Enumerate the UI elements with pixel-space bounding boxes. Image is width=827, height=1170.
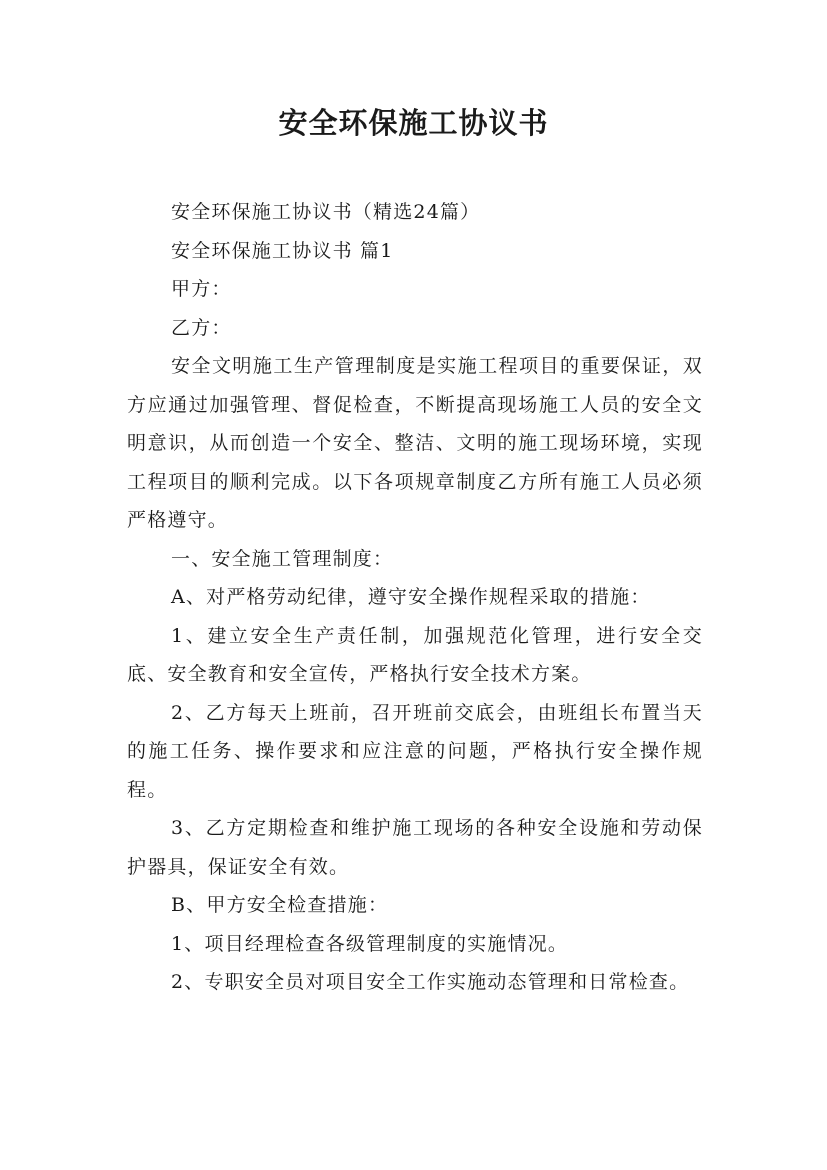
paragraph-subtitle: 安全环保施工协议书（精选24篇） [171, 201, 481, 223]
paragraph-item-a3: 3、乙方定期检查和维护施工现场的各种安全设施和劳动保护器具，保证安全有效。 [127, 817, 703, 878]
paragraph-item-a2: 2、乙方每天上班前，召开班前交底会，由班组长布置当天的施工任务、操作要求和应注意的问题，严格执行安全操作规程。 [127, 701, 703, 801]
paragraph-heading-one: 一、安全施工管理制度： [171, 547, 394, 570]
paragraph-section-heading: 安全环保施工协议书 篇1 [171, 239, 394, 262]
document-body [127, 193, 703, 1002]
paragraph-item-a1: 1、建立安全生产责任制，加强规范化管理，进行安全交底、安全教育和安全宣传，严格执行安全技术方案。 [127, 624, 703, 685]
paragraph-intro: 安全文明施工生产管理制度是实施工程项目的重要保证，双方应通过加强管理、督促检查，不断提高现场施工人员的安全文明意识，从而创造一个安全、整洁、文明的施工现场环境，实现工程项目的顺利完成。以下各项规章制度乙方所有施工人员必须严格遵守。 [127, 355, 703, 531]
paragraph-heading-a: A、对严格劳动纪律，遵守安全操作规程采取的措施： [171, 586, 651, 608]
paragraph-item-b2: 2、专职安全员对项目安全工作实施动态管理和日常检查。 [171, 971, 690, 993]
paragraph-heading-b: B、甲方安全检查措施： [171, 894, 389, 916]
paragraph-item-b1: 1、项目经理检查各级管理制度的实施情况。 [171, 932, 569, 955]
paragraph-party-a: 甲方： [171, 278, 232, 300]
paragraph-party-b: 乙方： [171, 316, 232, 339]
document-title: 安全环保施工协议书 [278, 106, 549, 140]
